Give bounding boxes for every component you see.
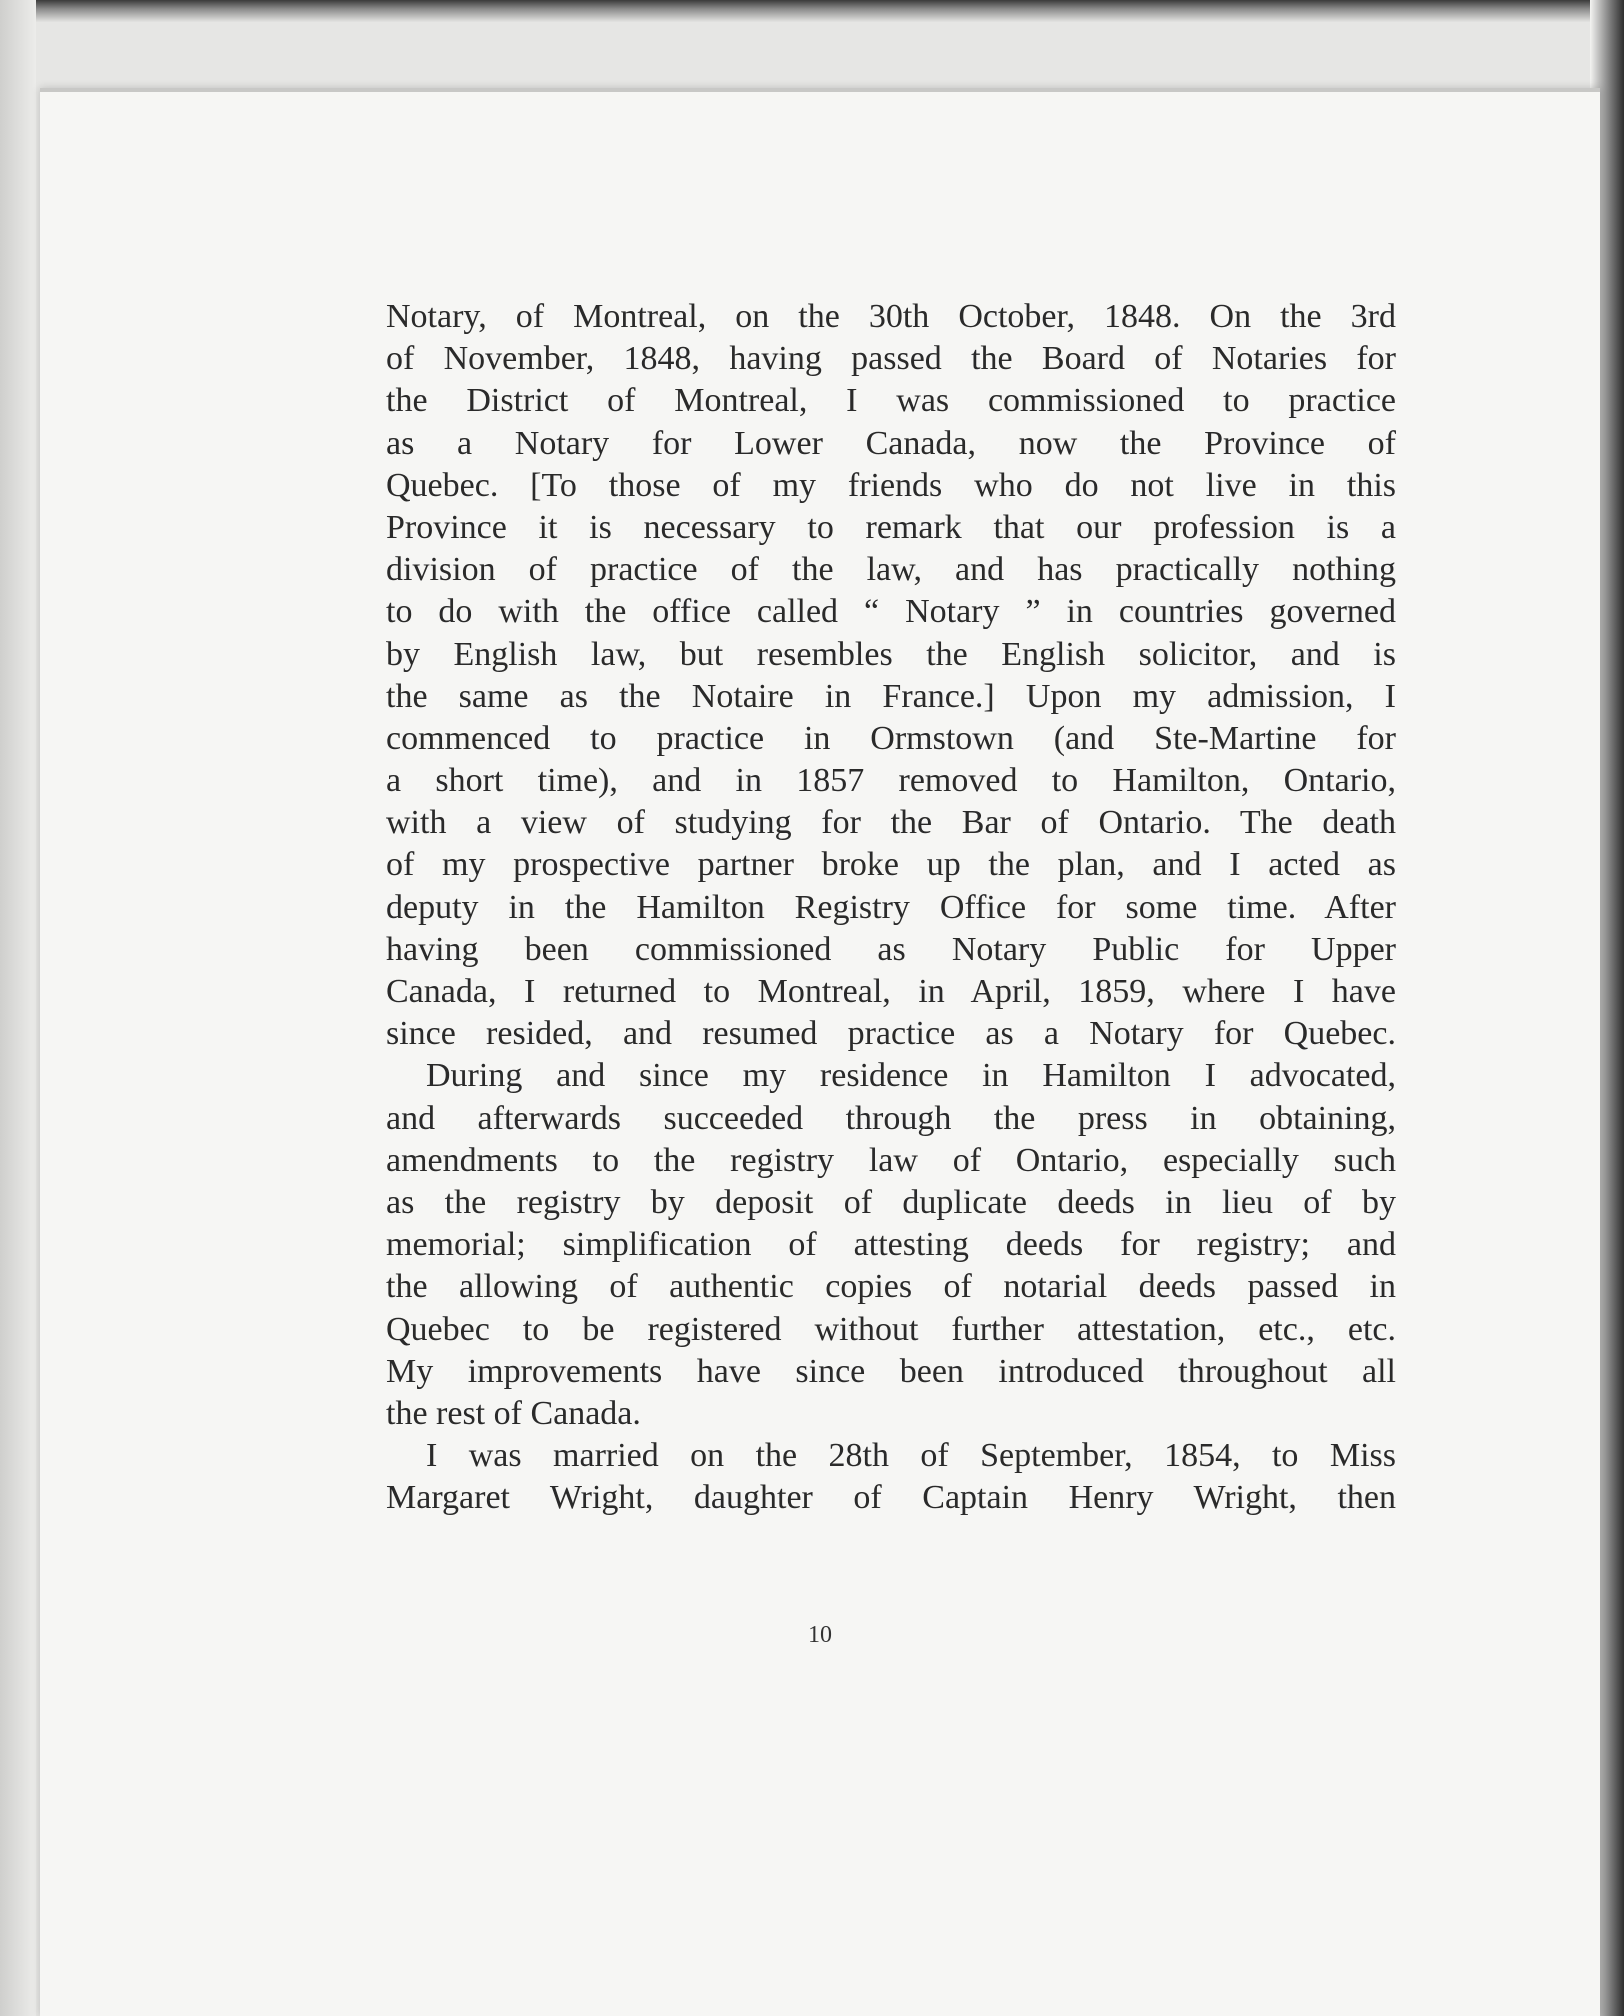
text-line: amendments to the registry law of Ontario, especially such (386, 1141, 1396, 1179)
text-line: Canada, I returned to Montreal, in April, 1859, where I have (386, 973, 1396, 1010)
scan-top-edge (0, 0, 1624, 22)
page-number: 10 (808, 1622, 832, 1648)
text-line: Notary, of Montreal, on the 30th October, 1848. On the 3rd (386, 298, 1396, 335)
text-line: the District of Montreal, I was commissioned to practice (386, 382, 1396, 420)
text-line: since resided, and resumed practice as a Notary for Quebec. (386, 1015, 1396, 1053)
text-line: with a view of studying for the Bar of Ontario. The death (386, 804, 1396, 842)
text-line: the allowing of authentic copies of notarial deeds passed in (386, 1268, 1396, 1306)
text-line: as a Notary for Lower Canada, now the Province of (386, 424, 1396, 462)
text-line: the same as the Notaire in France.] Upon my admission, I (386, 677, 1396, 715)
text-line: My improvements have since been introduced throughout all (386, 1352, 1396, 1390)
text-line: Quebec. [To those of my friends who do not live in this (386, 466, 1396, 504)
text-line: and afterwards succeeded through the press in obtaining, (386, 1099, 1396, 1137)
text-line: division of practice of the law, and has practically nothing (386, 551, 1396, 589)
text-line: memorial; simplification of attesting deeds for registry; and (386, 1226, 1396, 1264)
scan-left-edge (0, 0, 36, 2016)
text-line: the rest of Canada. (386, 1394, 641, 1432)
text-line: Quebec to be registered without further attestation, etc., etc. (386, 1310, 1396, 1348)
body-text (386, 296, 1396, 1519)
text-line: deputy in the Hamilton Registry Office for some time. After (386, 888, 1396, 926)
text-line: of my prospective partner broke up the plan, and I acted as (386, 846, 1396, 884)
text-line: by English law, but resembles the English solicitor, and is (386, 635, 1396, 673)
text-line: I was married on the 28th of September, 1854, to Miss (426, 1437, 1396, 1475)
book-page (40, 88, 1600, 2016)
text-line: as the registry by deposit of duplicate deeds in lieu of by (386, 1183, 1396, 1221)
text-line: to do with the office called “ Notary ” in countries governed (386, 593, 1396, 631)
text-line: commenced to practice in Ormstown (and Ste-Martine for (386, 719, 1396, 757)
text-line: During and since my residence in Hamilton I advocated, (426, 1057, 1396, 1095)
text-line: having been commissioned as Notary Public for Upper (386, 930, 1396, 968)
text-line: of November, 1848, having passed the Board of Notaries for (386, 340, 1396, 378)
text-line: Province it is necessary to remark that our profession is a (386, 508, 1396, 546)
text-line: Margaret Wright, daughter of Captain Henry Wright, then (386, 1479, 1396, 1517)
page-top-border (40, 88, 1600, 92)
text-line: a short time), and in 1857 removed to Hamilton, Ontario, (386, 762, 1396, 800)
